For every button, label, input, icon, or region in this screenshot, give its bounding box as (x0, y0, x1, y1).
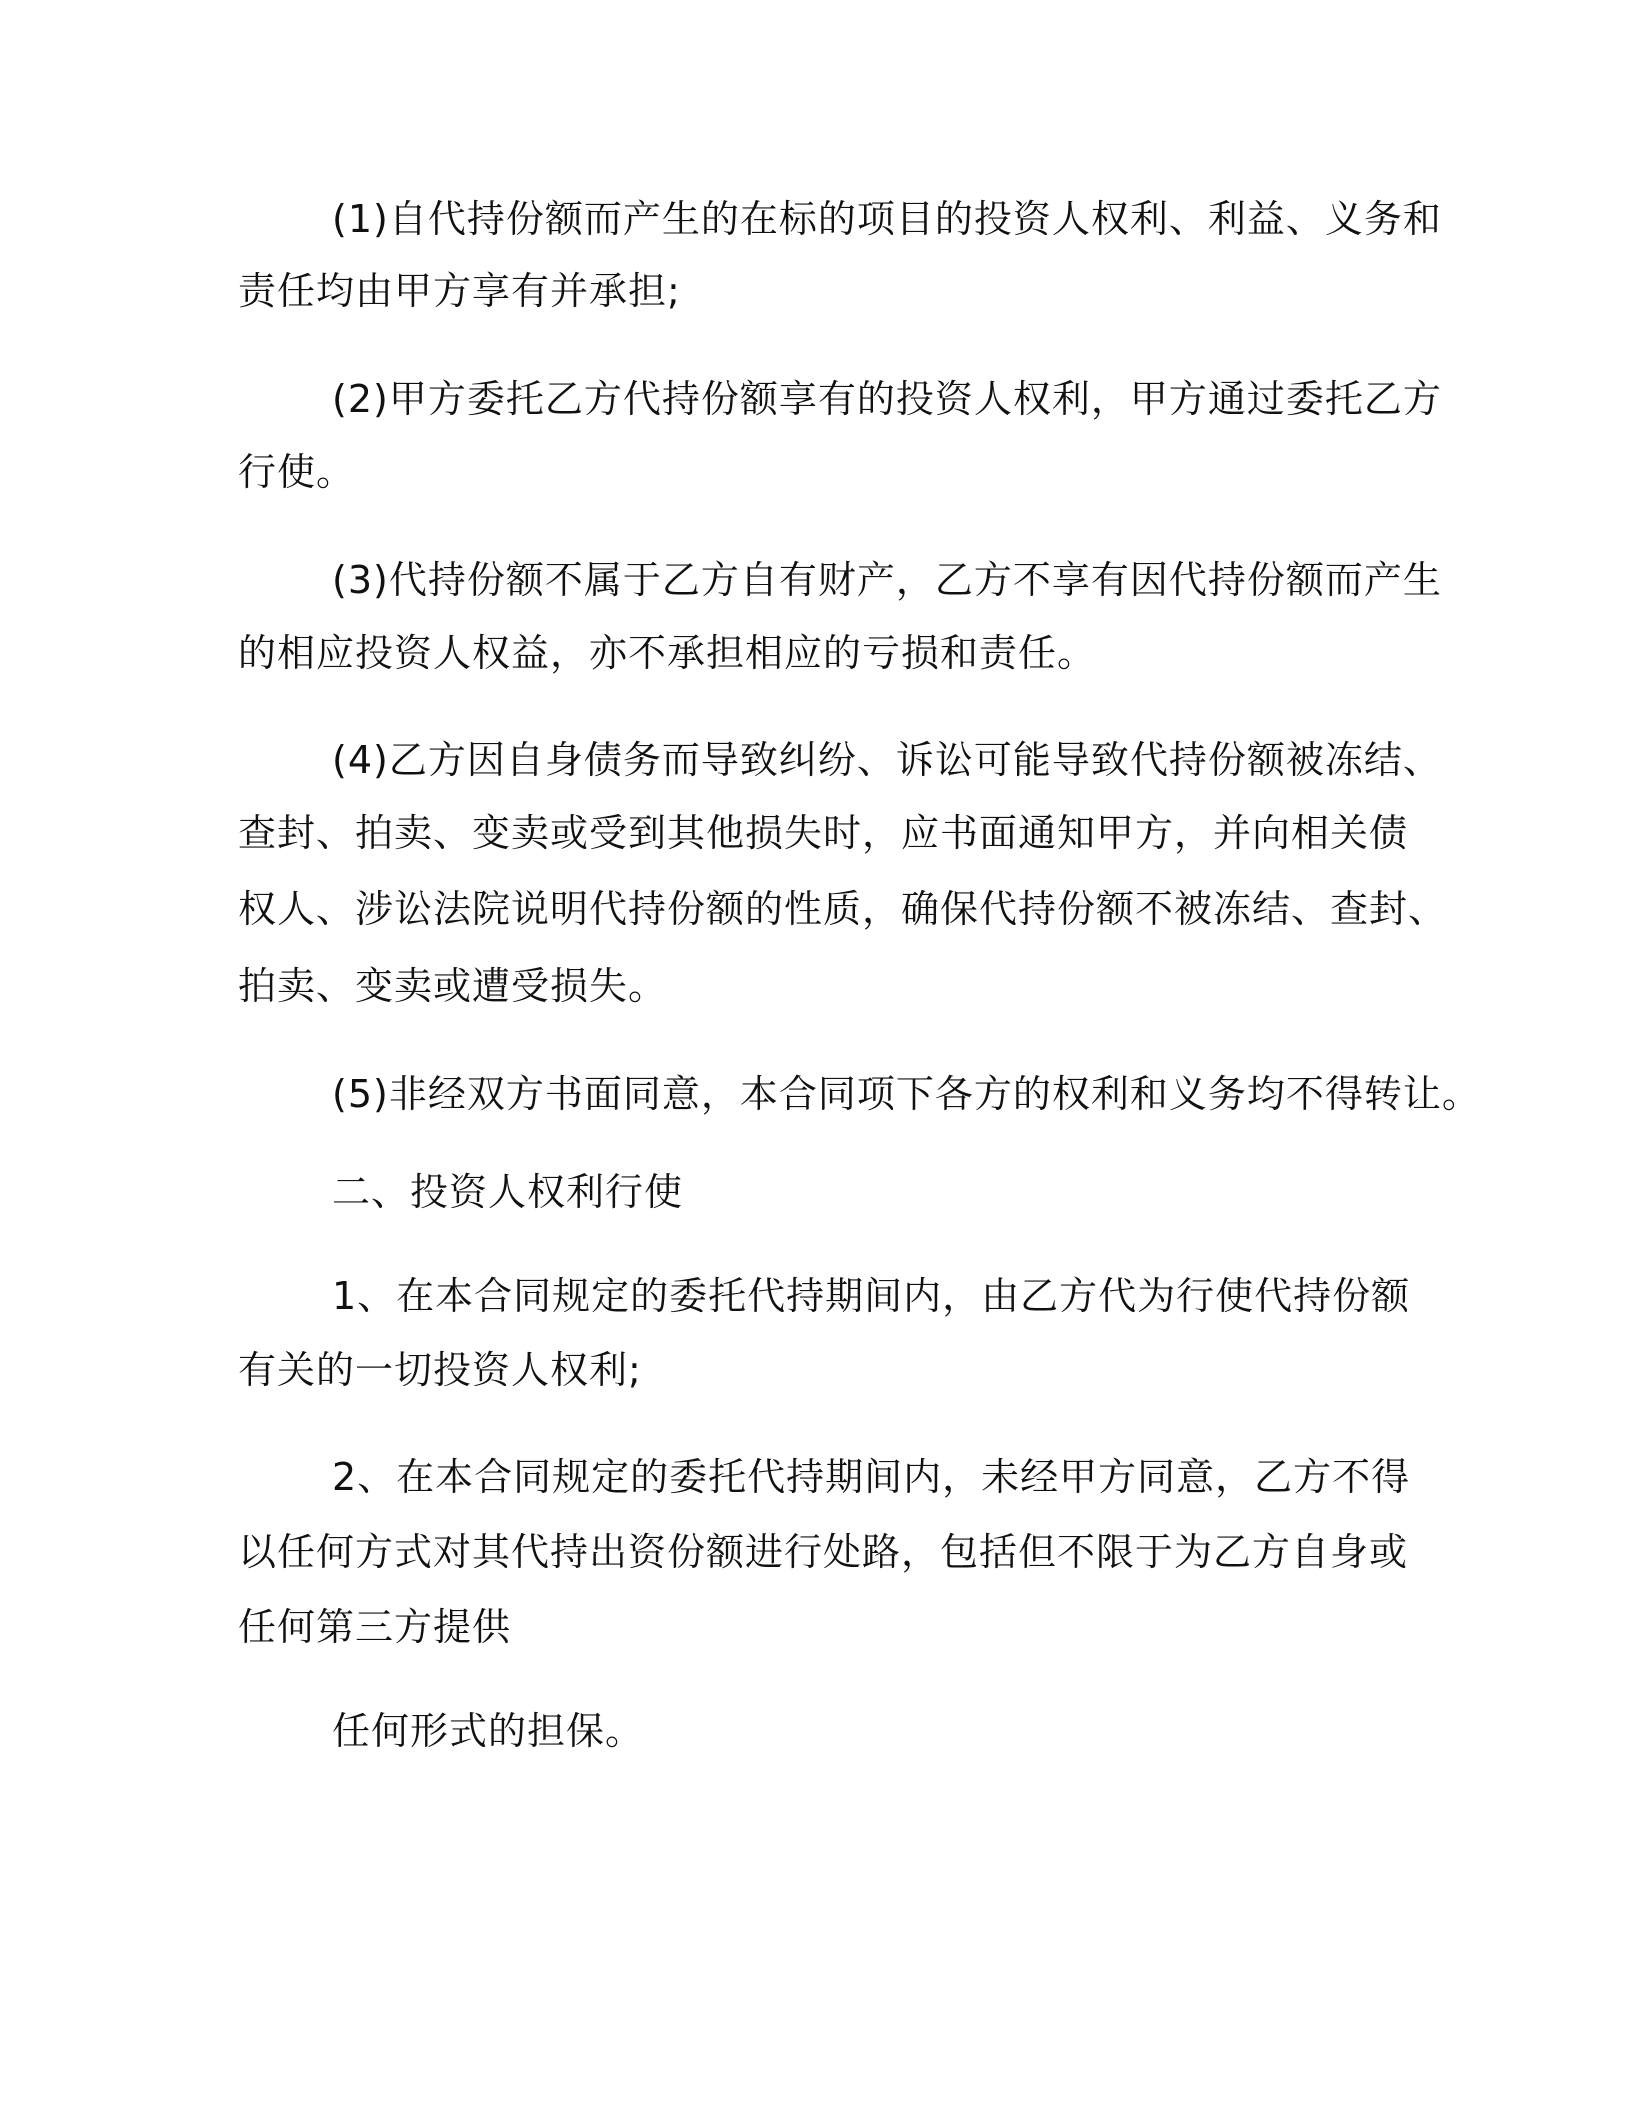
paragraph-4-line-1: (4)乙方因自身债务而导致纠纷、诉讼可能导致代持份额被冻结、 (332, 738, 1442, 782)
section-heading: 二、投资人权利行使 (332, 1170, 684, 1214)
paragraph-4-line-4: 拍卖、变卖或遭受损失。 (238, 964, 668, 1008)
section-item-1-line-1: 1、在本合同规定的委托代持期间内，由乙方代为行使代持份额 (332, 1274, 1411, 1318)
paragraph-1-line-1: (1)自代持份额而产生的在标的项目的投资人权利、利益、义务和 (332, 197, 1442, 241)
paragraph-4-line-3: 权人、涉讼法院说明代持份额的性质，确保代持份额不被冻结、查封、 (238, 887, 1448, 931)
paragraph-3-line-1: (3)代持份额不属于乙方自有财产，乙方不享有因代持份额而产生 (332, 558, 1442, 602)
paragraph-4-line-2: 查封、拍卖、变卖或受到其他损失时，应书面通知甲方，并向相关债 (238, 811, 1409, 855)
section-item-2-line-3: 任何第三方提供 (238, 1605, 512, 1649)
paragraph-2-line-2: 行使。 (238, 450, 356, 494)
paragraph-3-line-2: 的相应投资人权益，亦不承担相应的亏损和责任。 (238, 631, 1097, 675)
paragraph-1-line-2: 责任均由甲方享有并承担; (238, 269, 681, 313)
section-item-3-line-1: 任何形式的担保。 (332, 1709, 645, 1753)
section-item-2-line-2: 以任何方式对其代持出资份额进行处路，包括但不限于为乙方自身或 (238, 1530, 1409, 1574)
paragraph-5-line-1: (5)非经双方书面同意，本合同项下各方的权利和义务均不得转让。 (332, 1072, 1481, 1116)
section-item-1-line-2: 有关的一切投资人权利; (238, 1348, 642, 1392)
paragraph-2-line-1: (2)甲方委托乙方代持份额享有的投资人权利，甲方通过委托乙方 (332, 377, 1442, 421)
section-item-2-line-1: 2、在本合同规定的委托代持期间内，未经甲方同意，乙方不得 (332, 1455, 1411, 1499)
